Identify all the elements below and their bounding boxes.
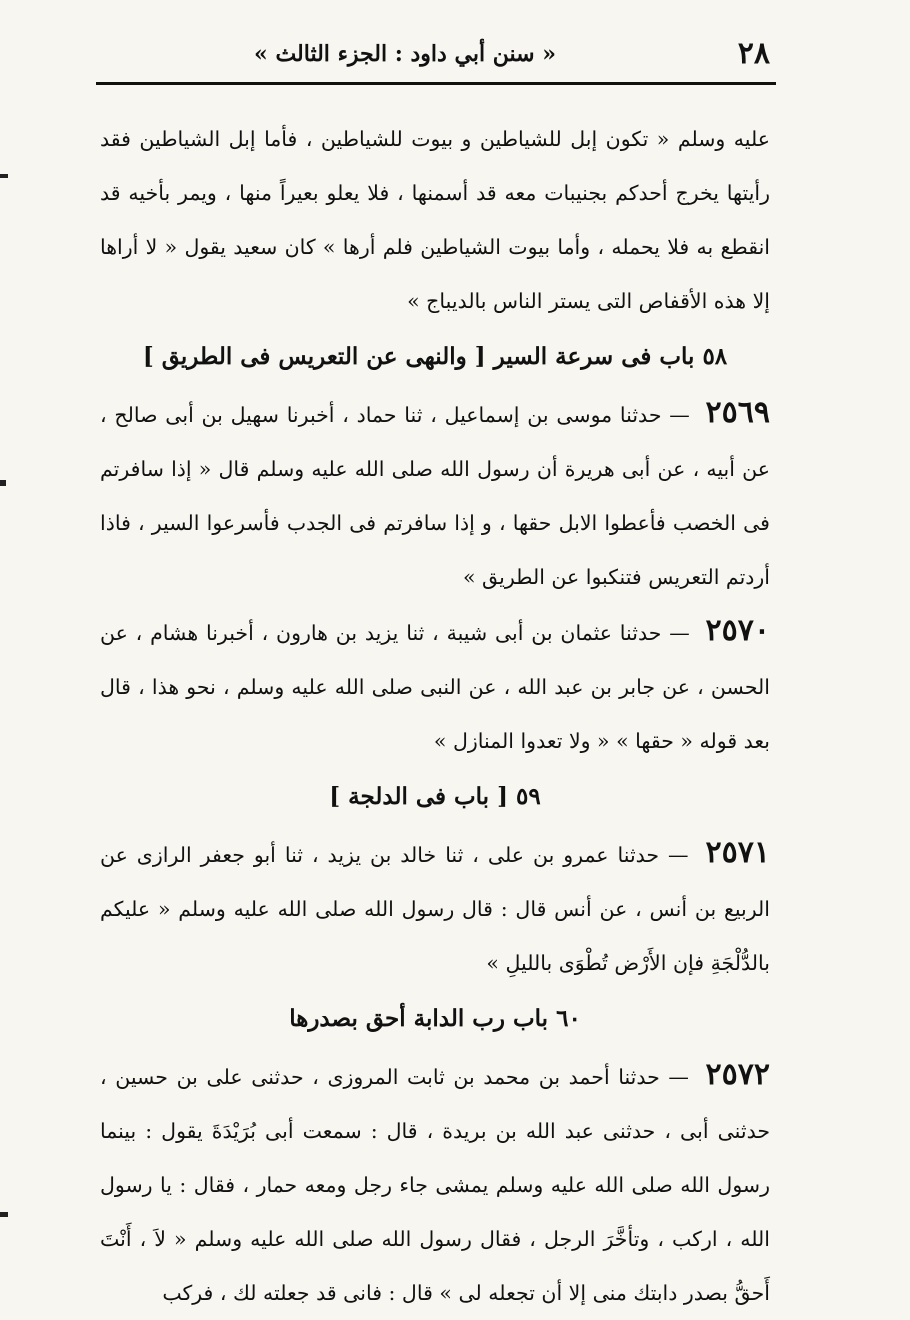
page-header [100, 34, 770, 74]
hadith-text: — حدثنا أحمد بن محمد بن ثابت المروزى ، حدثنى على بن حسين ، حدثنى أبى ، حدثنى عبد الله بن بريدة ، قال : سمعت أبى بُرَيْدَةَ يقول : بينما رسول الله صلى الله عليه وسلم يمشى جاء رجل ومعه حمار ، فقال : يا رسول الله ، اركب ، وتأخَّرَ الرجل ، فقال رسول الله صلى الله عليه وسلم « لاَ ، أَنْتَ أَحقُّ بصدر دابتك منى إلا أن تجعله لى » قال : فانى قد جعلته لك ، فركب [100, 1065, 770, 1305]
hadith-2572 [100, 1048, 770, 1320]
hadith-number: ٢٥٦٩ [705, 395, 770, 430]
hadith-text: — حدثنا موسى بن إسماعيل ، ثنا حماد ، أخبرنا سهيل بن أبى صالح ، عن أبيه ، عن أبى هريرة أن رسول الله صلى الله عليه وسلم قال « إذا سافرتم فى الخصب فأعطوا الابل حقها ، و إذا سافرتم فى الجدب فأسرعوا السير ، فاذا أردتم التعريس فتنكبوا عن الطريق » [100, 403, 770, 589]
margin-mark [0, 1212, 8, 1217]
hadith-number: ٢٥٧٢ [705, 1057, 770, 1092]
hadith-2570 [100, 604, 770, 768]
hadith-text: — حدثنا عثمان بن أبى شيبة ، ثنا يزيد بن هارون ، أخبرنا هشام ، عن الحسن ، عن جابر بن عبد الله ، عن النبى صلى الله عليه وسلم ، نحو هذا ، قال بعد قوله « حقها » « ولا تعدوا المنازل » [100, 621, 770, 753]
hadith-2569 [100, 386, 770, 604]
hadith-number: ٢٥٧٠ [705, 613, 770, 648]
chapter-heading-58: ٥٨ باب فى سرعة السير [ والنهى عن التعريس فى الطريق ] [142, 343, 728, 370]
running-title: « سنن أبي داود : الجزء الثالث » [254, 41, 556, 67]
header-rule [96, 82, 776, 85]
margin-mark [0, 480, 6, 486]
page-body [100, 112, 770, 1320]
margin-mark [0, 174, 8, 178]
page-number: ٢٨ [737, 36, 770, 71]
chapter-heading-59: ٥٩ [ باب فى الدلجة ] [329, 783, 541, 810]
hadith-text: — حدثنا عمرو بن على ، ثنا خالد بن يزيد ، ثنا أبو جعفر الرازى عن الربيع بن أنس ، عن أنس قال : قال رسول الله صلى الله عليه وسلم « عليكم بالدُّلْجَةِ فإن الأَرْض تُطْوَى بالليلِ » [100, 843, 770, 975]
hadith-2571 [100, 826, 770, 990]
hadith-number: ٢٥٧١ [705, 835, 770, 870]
paragraph-continuation: عليه وسلم « تكون إبل للشياطين و بيوت للشياطين ، فأما إبل الشياطين فقد رأيتها يخرج أحدكم بجنيبات معه قد أسمنها ، فلا يعلو بعيراً منها ، ويمر بأخيه قد انقطع به فلا يحمله ، وأما بيوت الشياطين فلم أرها » كان سعيد يقول « لا أراها إلا هذه الأقفاص التى يستر الناس بالديباج » [100, 127, 770, 313]
chapter-heading-60: ٦٠ باب رب الدابة أحق بصدرها [289, 1005, 581, 1032]
